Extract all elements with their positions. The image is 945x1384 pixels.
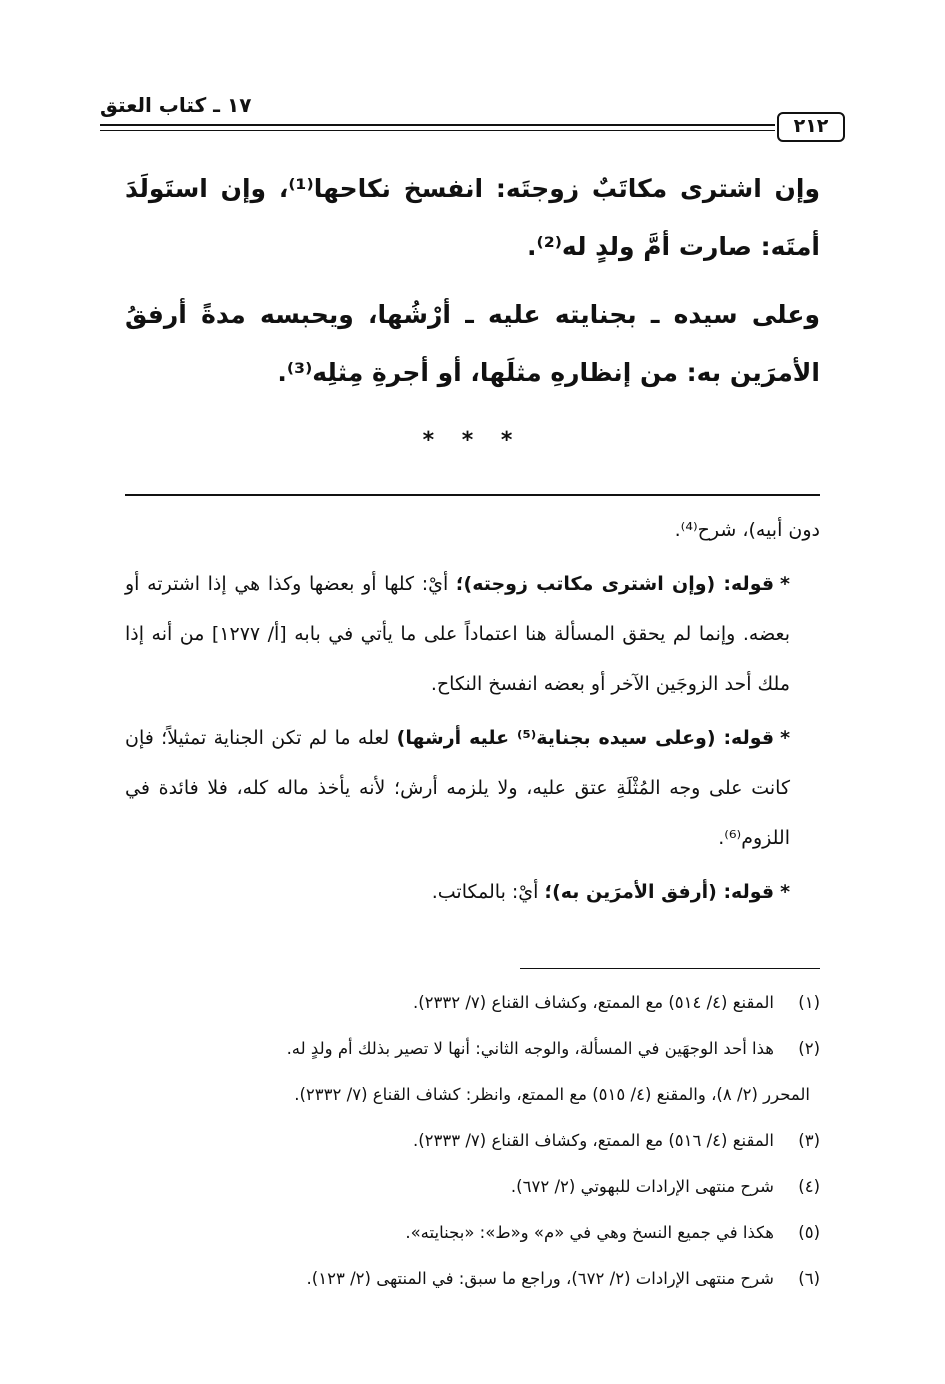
- note-text: أيْ: بالمكاتب.: [431, 881, 545, 903]
- footnote: [125, 1210, 820, 1256]
- note-lead: قوله: (وعلى سيده بجناية⁽⁵⁾ عليه أرشها): [396, 727, 775, 749]
- footnote-text: المقنع (٤/ ٥١٤) مع الممتع، وكشاف القناع (٧/ ٢٣٣٢).: [412, 993, 774, 1012]
- footnote-number: (٤): [798, 1177, 820, 1196]
- note-marker: *: [780, 881, 790, 903]
- commentary-divider: [125, 494, 820, 496]
- header-rule: [100, 124, 775, 131]
- footnote-text: المقنع (٤/ ٥١٦) مع الممتع، وكشاف القناع (٧/ ٢٣٣٣).: [412, 1131, 774, 1150]
- commentary-note: [125, 713, 820, 863]
- note-marker: *: [780, 573, 790, 595]
- section-separator: * * *: [422, 428, 523, 453]
- note-lead: قوله: (وإن اشترى مكاتب زوجته)؛: [455, 573, 775, 595]
- footnote-divider: [520, 968, 820, 969]
- footnote-text: شرح منتهى الإرادات للبهوتي (٢/ ٦٧٢).: [510, 1177, 774, 1196]
- footnote: [125, 1164, 820, 1210]
- footnote: [125, 980, 820, 1026]
- commentary-continuation: دون أبيه)، شرح⁽⁴⁾.: [674, 519, 820, 541]
- footnote-number: (١): [798, 993, 820, 1012]
- footnotes: [125, 980, 820, 1302]
- footnote-continuation: المحرر (٢/ ٨)، والمقنع (٤/ ٥١٥) مع الممتع، وانظر: كشاف القناع (٧/ ٢٣٣٢).: [294, 1085, 810, 1104]
- footnote-text: هكذا في جميع النسخ وهي في «م» و«ط»: «بجنايته».: [405, 1223, 774, 1242]
- footnote: [125, 1256, 820, 1302]
- main-text: [125, 160, 820, 412]
- chapter-title: ١٧ ـ كتاب العتق: [100, 93, 252, 117]
- footnote-text: شرح منتهى الإرادات (٢/ ٦٧٢)، وراجع ما سبق: في المنتهى (٢/ ١٢٣).: [306, 1269, 774, 1288]
- footnote: [125, 1026, 820, 1072]
- note-marker: *: [780, 727, 790, 749]
- footnote-text: هذا أحد الوجهَين في المسألة، والوجه الثاني: أنها لا تصير بذلك أم ولدٍ له.: [286, 1039, 774, 1058]
- main-paragraph: وعلى سيده ـ بجنايته عليه ـ أرْشُها، ويحبسه مدةً أرفقُ الأمرَين به: من إنظارهِ مثلَها، أو أجرةِ مِثلِه⁽³⁾.: [125, 300, 820, 387]
- commentary-note: [125, 867, 820, 917]
- main-paragraph: وإن اشترى مكاتَبٌ زوجتَه: انفسخ نكاحها⁽¹⁾، وإن استَولَدَ أمتَه: صارت أمَّ ولدٍ له⁽²⁾.: [125, 174, 820, 261]
- commentary-note: [125, 559, 820, 709]
- note-text: أيْ: كلها أو بعضها وكذا هي إذا اشترته أو بعضه. وإنما لم يحقق المسألة هنا اعتماداً على ما يأتي في بابه [أ/ ١٢٧٧] من أنه إذا ملك أحد الزوجَين الآخر أو بعضه انفسخ النكاح.: [125, 573, 791, 695]
- footnote: [125, 1118, 820, 1164]
- footnote-number: (٦): [798, 1269, 820, 1288]
- footnote-number: (٥): [798, 1223, 820, 1242]
- page-header: [100, 92, 845, 142]
- commentary: [125, 505, 820, 921]
- note-text: لعله ما لم تكن الجناية تمثيلاً؛ فإن كانت على وجه المُثْلَةِ عتق عليه، ولا يلزمه أرش؛ لأنه يأخذ ماله كله، فلا فائدة في اللزوم⁽⁶⁾.: [125, 727, 790, 849]
- footnote-number: (٢): [798, 1039, 820, 1058]
- page-number: ٢١٢: [777, 112, 845, 142]
- footnote-number: (٣): [798, 1131, 820, 1150]
- note-lead: قوله: (أرفق الأمرَين به)؛: [544, 881, 775, 903]
